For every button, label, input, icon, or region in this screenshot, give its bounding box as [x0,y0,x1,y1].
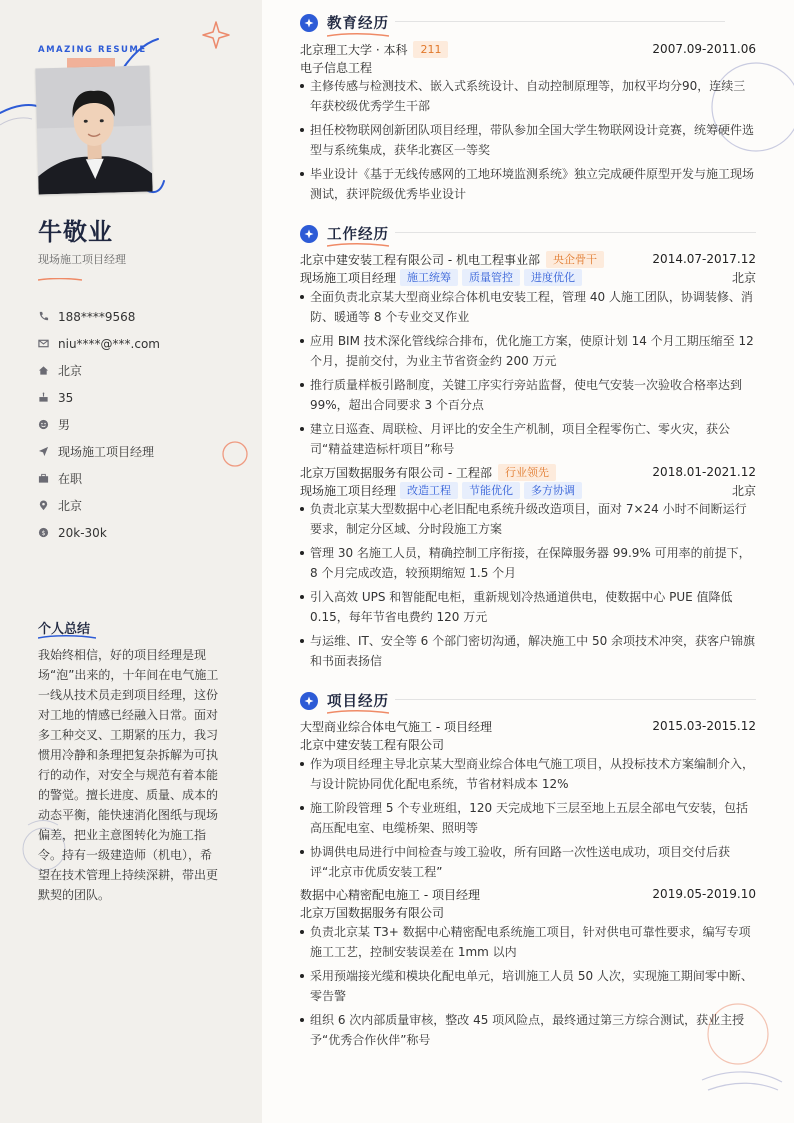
section-underline [327,243,389,247]
cake-icon [38,392,49,403]
list-item: 负责北京某大型数据中心老旧配电系统升级改造项目，面对 7×24 小时不间断运行要求，制定分区域、分时段施工方案 [300,499,756,539]
divider [395,699,756,700]
list-item: 管理 30 名施工人员，精确控制工序衔接，在保障服务器 99.9% 可用率的前提下，8 个月完成改造，较预期缩短 1.5 个月 [300,543,756,583]
summary-text: 我始终相信，好的项目经理是现场“泡”出来的，十年间在电气施工一线从技术员走到项目经理，这份对工地的情感已经融入日常。面对多工种交叉、工期紧的压力，我习惯用冷静和条理把复杂拆解为可执行的动作，对安全与规范有着本能的警觉。擅长进度、质量、成本的动态平衡，能快速消化图纸与现场偏差，把业主意图转化为施工指令。持有一级建造师（机电），希望在技术管理上持续深耕，带出更默契的团队。 [38,648,219,902]
job-role: 现场施工项目经理 [300,483,397,498]
location-pin-icon [38,500,49,511]
contact-list [38,303,248,546]
briefcase-icon [38,473,49,484]
job-period: 2018.01-2021.12 [652,465,756,479]
project-header-row [300,717,756,735]
avatar [35,66,152,195]
svg-text:$: $ [41,528,46,537]
project-period: 2019.05-2019.10 [652,887,756,901]
section-title: 工作经历 [327,227,389,243]
list-item: 组织 6 次内部质量审核，整改 45 项风险点，最终通过第三方综合测试，获业主授予“优秀合作伙伴”称号 [300,1010,756,1050]
job-role: 现场施工项目经理 [300,270,397,285]
skill-tag: 进度优化 [524,269,582,286]
list-item: 协调供电局进行中间检查与竣工验收，所有回路一次性送电成功，项目交付后获评“北京市优质安装工程” [300,842,756,882]
skill-tag: 多方协调 [524,482,582,499]
contact-age: 35 [38,384,248,411]
education-major-row [300,58,756,76]
section-work-header [300,223,389,244]
list-item: 负责北京某 T3+ 数据中心精密配电系统施工项目，针对供电可靠性要求，编写专项施工工艺，控制安装误差在 1mm 以内 [300,922,756,962]
list-item: 引入高效 UPS 和智能配电柜，重新规划冷热通道供电，使数据中心 PUE 值降低 0.15，每年节省电费约 120 万元 [300,587,756,627]
list-item: 建立日巡查、周联检、月评比的安全生产机制，项目全程零伤亡、零火灾，获公司“精益建造标杆项目”称号 [300,419,756,459]
company-name: 北京万国数据服务有限公司 - 工程部 [300,465,492,480]
job-period: 2014.07-2017.12 [652,252,756,266]
summary-title: 个人总结 [38,622,91,637]
job-bullets [300,287,756,463]
company-badge: 行业领先 [498,464,556,481]
contact-city: 北京 [38,492,248,519]
send-icon [38,446,49,457]
section-underline [327,710,389,714]
divider [395,21,725,22]
divider [395,232,756,233]
contact-salary: $ 20k-30k [38,519,248,546]
phone-icon [38,311,49,322]
section-badge-icon [300,14,318,32]
job-role-row [300,481,756,499]
contact-status: 在职 [38,465,248,492]
major: 电子信息工程 [300,60,373,75]
project-name: 大型商业综合体电气施工 - 项目经理 [300,719,492,734]
skill-tag: 改造工程 [400,482,458,499]
section-title: 教育经历 [327,16,389,32]
project-company: 北京万国数据服务有限公司 [300,905,445,920]
section-projects-header [300,690,389,711]
list-item: 与运维、IT、安全等 6 个部门密切沟通，解决施工中 50 余项技术冲突，获客户锦旗和书面表扬信 [300,631,756,671]
company-name: 北京中建安装工程有限公司 - 机电工程事业部 [300,252,540,267]
school-badge: 211 [413,41,448,58]
section-education-header [300,12,389,33]
tagline: AMAZING RESUME [38,45,147,55]
contact-hometown: 北京 [38,357,248,384]
job-city: 北京 [731,483,756,498]
contact-phone: 188****9568 [38,303,248,330]
skill-tag: 质量管控 [462,269,520,286]
list-item: 应用 BIM 技术深化管线综合排布，优化施工方案，使原计划 14 个月工期压缩至 12 个月，提前交付，为业主节省资金约 200 万元 [300,331,756,371]
project-company: 北京中建安装工程有限公司 [300,737,445,752]
list-item: 毕业设计《基于无线传感网的工地环境监测系统》独立完成硬件原型开发与施工现场测试，获评院级优秀毕业设计 [300,164,756,204]
job-role-row [300,268,756,286]
name-underline [38,278,82,281]
job-header-row [300,463,756,481]
section-underline [327,33,389,37]
job-header-row [300,250,756,268]
project-name: 数据中心精密配电施工 - 项目经理 [300,887,480,902]
job-bullets [300,499,756,675]
project-bullets [300,922,756,1054]
skill-tag: 节能优化 [462,482,520,499]
list-item: 主修传感与检测技术、嵌入式系统设计、自动控制原理等，加权平均分90，连续三年获校级优秀学生干部 [300,76,756,116]
project-period: 2015.03-2015.12 [652,719,756,733]
section-title: 项目经历 [327,694,389,710]
contact-gender: 男 [38,411,248,438]
money-icon [38,527,49,538]
summary-underline [38,635,96,639]
candidate-subtitle: 现场施工项目经理 [38,253,126,266]
project-header-row [300,885,756,903]
list-item: 担任校物联网创新团队项目经理，带队参加全国大学生物联网设计竞赛，统筹硬件选型与系统集成，获华北赛区一等奖 [300,120,756,160]
education-bullets [300,76,756,208]
contact-job-intent: 现场施工项目经理 [38,438,248,465]
section-badge-icon [300,225,318,243]
list-item: 全面负责北京某大型商业综合体机电安装工程，管理 40 人施工团队，协调装修、消防、暖通等 8 个专业交叉作业 [300,287,756,327]
list-item: 施工阶段管理 5 个专业班组，120 天完成地下三层至地上五层全部电气安装，包括高压配电室、电缆桥架、照明等 [300,798,756,838]
skill-tag: 施工统筹 [400,269,458,286]
home-icon [38,365,49,376]
education-period: 2007.09-2011.06 [652,42,756,56]
project-company-row [300,903,756,921]
email-icon [38,338,49,349]
section-badge-icon [300,692,318,710]
project-company-row [300,735,756,753]
list-item: 推行质量样板引路制度，关键工序实行旁站监督，使电气安装一次验收合格率达到 99%，超出合同要求 3 个百分点 [300,375,756,415]
candidate-name: 牛敬业 [38,218,113,246]
school-name: 北京理工大学 · 本科 [300,42,408,57]
company-badge: 央企骨干 [546,251,604,268]
job-city: 北京 [731,270,756,285]
project-bullets [300,754,756,886]
list-item: 作为项目经理主导北京某大型商业综合体电气施工项目，从投标技术方案编制介入，与设计院协同优化配电系统，节省材料成本 12% [300,754,756,794]
list-item: 采用预端接光缆和模块化配电单元，培训施工人员 50 人次，实现施工期间零中断、零告警 [300,966,756,1006]
contact-email: niu****@***.com [38,330,248,357]
gender-icon [38,419,49,430]
education-header-row [300,40,756,58]
